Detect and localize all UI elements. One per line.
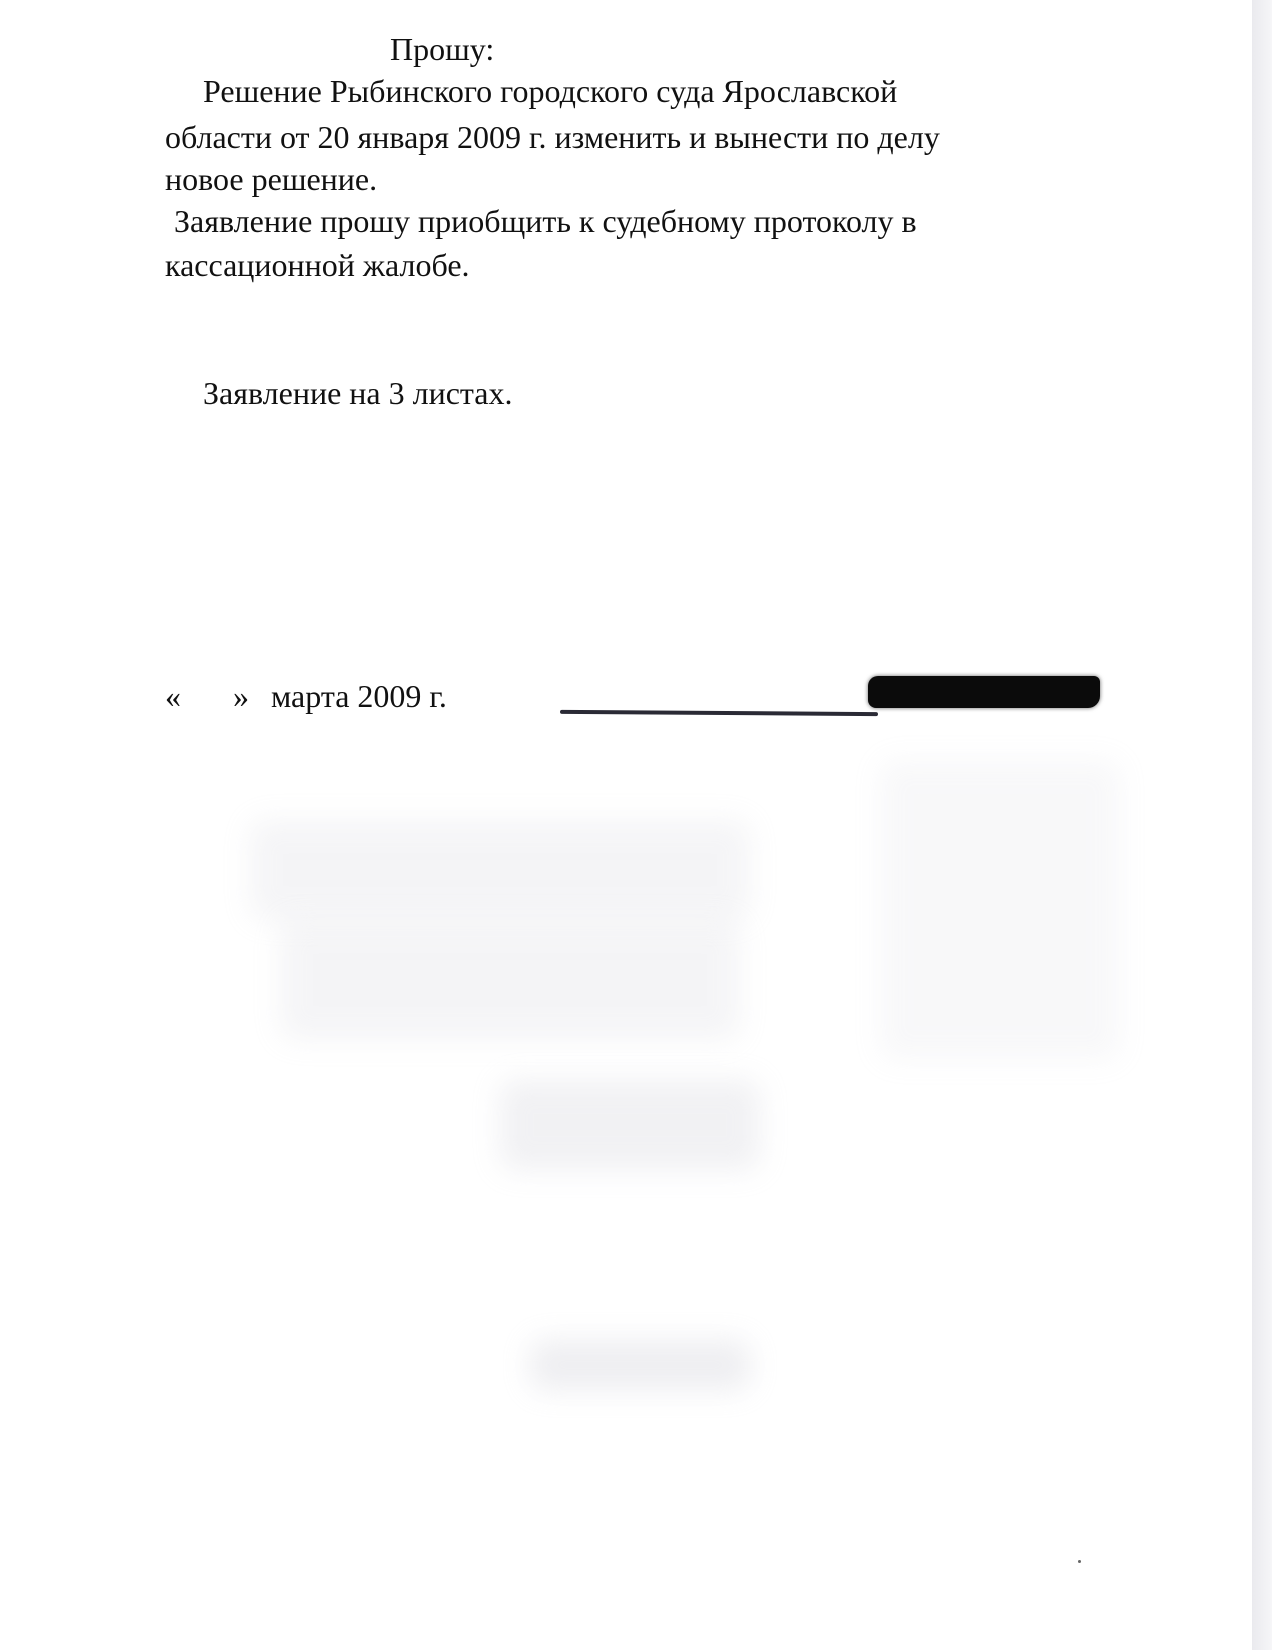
- date-open-quote: «: [165, 678, 181, 714]
- redacted-signature-name: [868, 676, 1100, 708]
- bleed-through-shadow: [250, 820, 750, 920]
- paper-speck: [1078, 1560, 1081, 1563]
- body-line: Заявление прошу приобщить к судебному протоколу в: [174, 203, 917, 239]
- date-close-quote: »: [233, 678, 249, 714]
- body-line: кассационной жалобе.: [165, 247, 470, 283]
- request-heading: Прошу:: [390, 31, 495, 67]
- body-line: новое решение.: [165, 161, 378, 197]
- bleed-through-shadow: [880, 760, 1120, 1060]
- bleed-through-shadow: [280, 920, 740, 1040]
- bleed-through-shadow: [500, 1080, 760, 1170]
- attachment-note: Заявление на 3 листах.: [203, 375, 513, 411]
- body-line: Решение Рыбинского городского суда Ярославской: [203, 73, 898, 109]
- signature-line: [560, 710, 878, 716]
- body-line: области от 20 января 2009 г. изменить и вынести по делу: [165, 119, 940, 155]
- date-month-year: марта 2009 г.: [271, 678, 447, 714]
- bleed-through-shadow: [530, 1340, 750, 1390]
- page-edge: [1252, 0, 1272, 1650]
